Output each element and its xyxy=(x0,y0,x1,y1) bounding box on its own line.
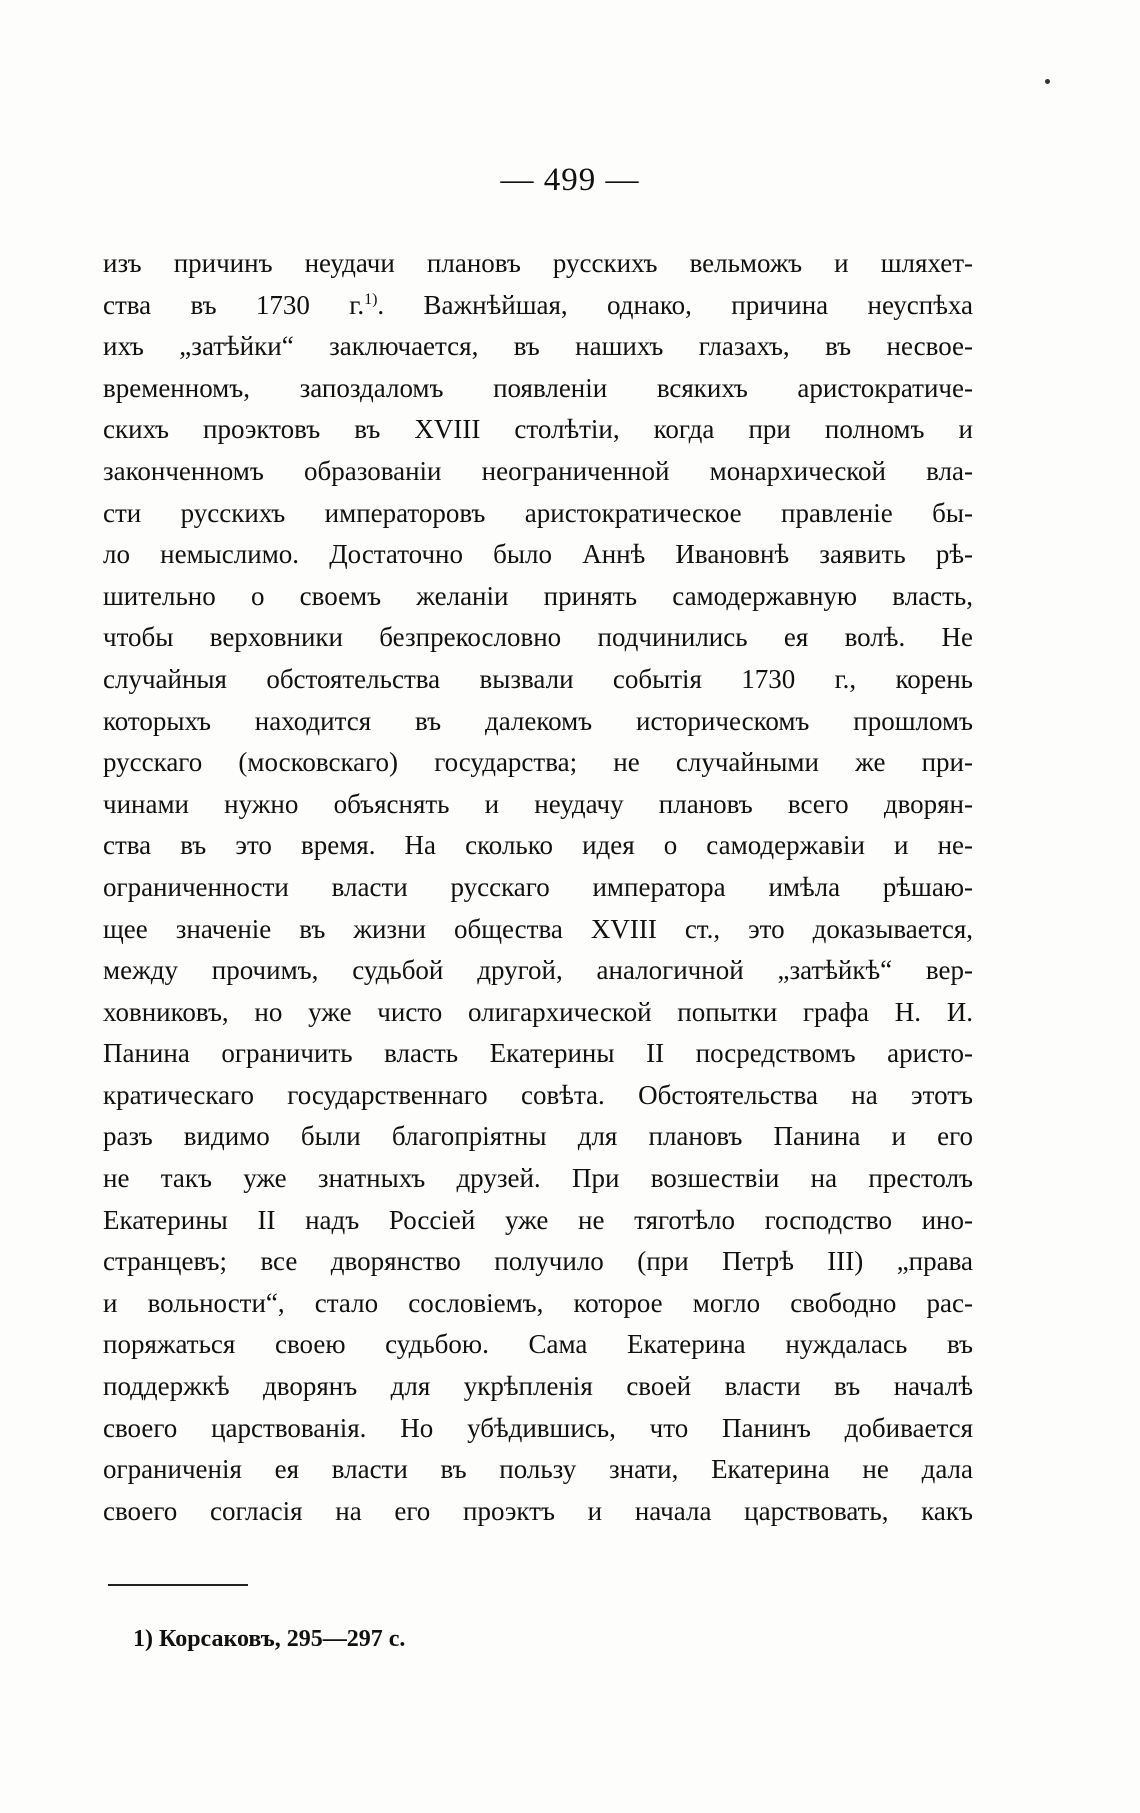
text-line xyxy=(103,326,973,368)
text-line: и вольности“, стало сословіемъ, которое могло свободно рас- xyxy=(103,1287,973,1318)
text-line: чинами нужно объяснять и неудачу плановъ всего дворян- xyxy=(103,788,973,819)
text-line: ховниковъ, но уже чисто олигархической попытки графа Н. И. xyxy=(103,996,973,1027)
text-line: скихъ проэктовъ въ XVIII столѣтіи, когда при полномъ и xyxy=(103,414,973,445)
text-line: не такъ уже знатныхъ друзей. При возшествіи на престолъ xyxy=(103,1163,973,1194)
text-line: изъ причинъ неудачи плановъ русскихъ вельможъ и шляхет- xyxy=(103,248,973,278)
text-line: русскаго (московскаго) государства; не случайными же при- xyxy=(103,747,973,778)
text-line: которыхъ находится въ далекомъ историческомъ прошломъ xyxy=(103,705,973,736)
text-line: Екатерины II надъ Россіей уже не тяготѣло господство ино- xyxy=(103,1204,973,1235)
text-line: разъ видимо были благопріятны для плановъ Панина и его xyxy=(103,1121,973,1152)
text-fragment: . Важнѣйшая, однако, причина неуспѣха xyxy=(377,289,973,320)
text-line: поряжаться своею судьбою. Сама Екатерина нуждалась въ xyxy=(103,1329,973,1360)
text-line: ства въ это время. На сколько идея о самодержавіи и не- xyxy=(103,830,973,861)
text-line: своего царствованія. Но убѣдившись, что Панинъ добивается xyxy=(103,1412,973,1443)
text-line: щее значеніе въ жизни общества XVIII ст., это доказывается, xyxy=(103,913,973,944)
text-line: ограниченности власти русскаго императора имѣла рѣшаю- xyxy=(103,871,973,902)
text-line: временномъ, запоздаломъ появленіи всякихъ аристократиче- xyxy=(103,372,973,403)
text-fragment: заключается, въ нашихъ глазахъ, въ несвое- xyxy=(329,331,973,362)
text-line: ограниченія ея власти въ пользу знати, Екатерина не дала xyxy=(103,1454,973,1485)
text-line: чтобы верховники безпрекословно подчинились ея волѣ. Не xyxy=(103,622,973,653)
text-line: кратическаго государственнаго совѣта. Обстоятельства на этотъ xyxy=(103,1079,973,1110)
text-line: ло немыслимо. Достаточно было Аннѣ Ивановнѣ заявить рѣ- xyxy=(103,539,973,570)
text-line: сти русскихъ императоровъ аристократическое правленіе бы- xyxy=(103,497,973,528)
footnote-divider xyxy=(108,1584,248,1586)
body-text xyxy=(103,243,973,1532)
text-line: законченномъ образованіи неограниченной монархической вла- xyxy=(103,455,973,486)
text-line: странцевъ; все дворянство получило (при Петрѣ III) „права xyxy=(103,1246,973,1277)
text-fragment: ихъ „затѣйки“ xyxy=(103,331,294,362)
text-line xyxy=(103,285,973,327)
text-line: Панина ограничить власть Екатерины II посредствомъ аристо- xyxy=(103,1038,973,1069)
footnote: 1) Корсаковъ, 295—297 с. xyxy=(133,1626,406,1652)
text-line: случайныя обстоятельства вызвали событія 1730 г., корень xyxy=(103,663,973,694)
scan-speck xyxy=(1045,79,1050,84)
text-line: между прочимъ, судьбой другой, аналогичной „затѣйкѣ“ вер- xyxy=(103,955,973,986)
text-line: своего согласія на его проэктъ и начала царствовать, какъ xyxy=(103,1495,973,1526)
text-line: поддержкѣ дворянъ для укрѣпленія своей власти въ началѣ xyxy=(103,1371,973,1402)
footnote-reference: 1) xyxy=(364,290,378,308)
text-fragment: ства въ 1730 г. xyxy=(103,289,365,320)
text-line: шительно о своемъ желаніи принять самодержавную власть, xyxy=(103,580,973,611)
page-number: — 499 — xyxy=(500,162,640,198)
